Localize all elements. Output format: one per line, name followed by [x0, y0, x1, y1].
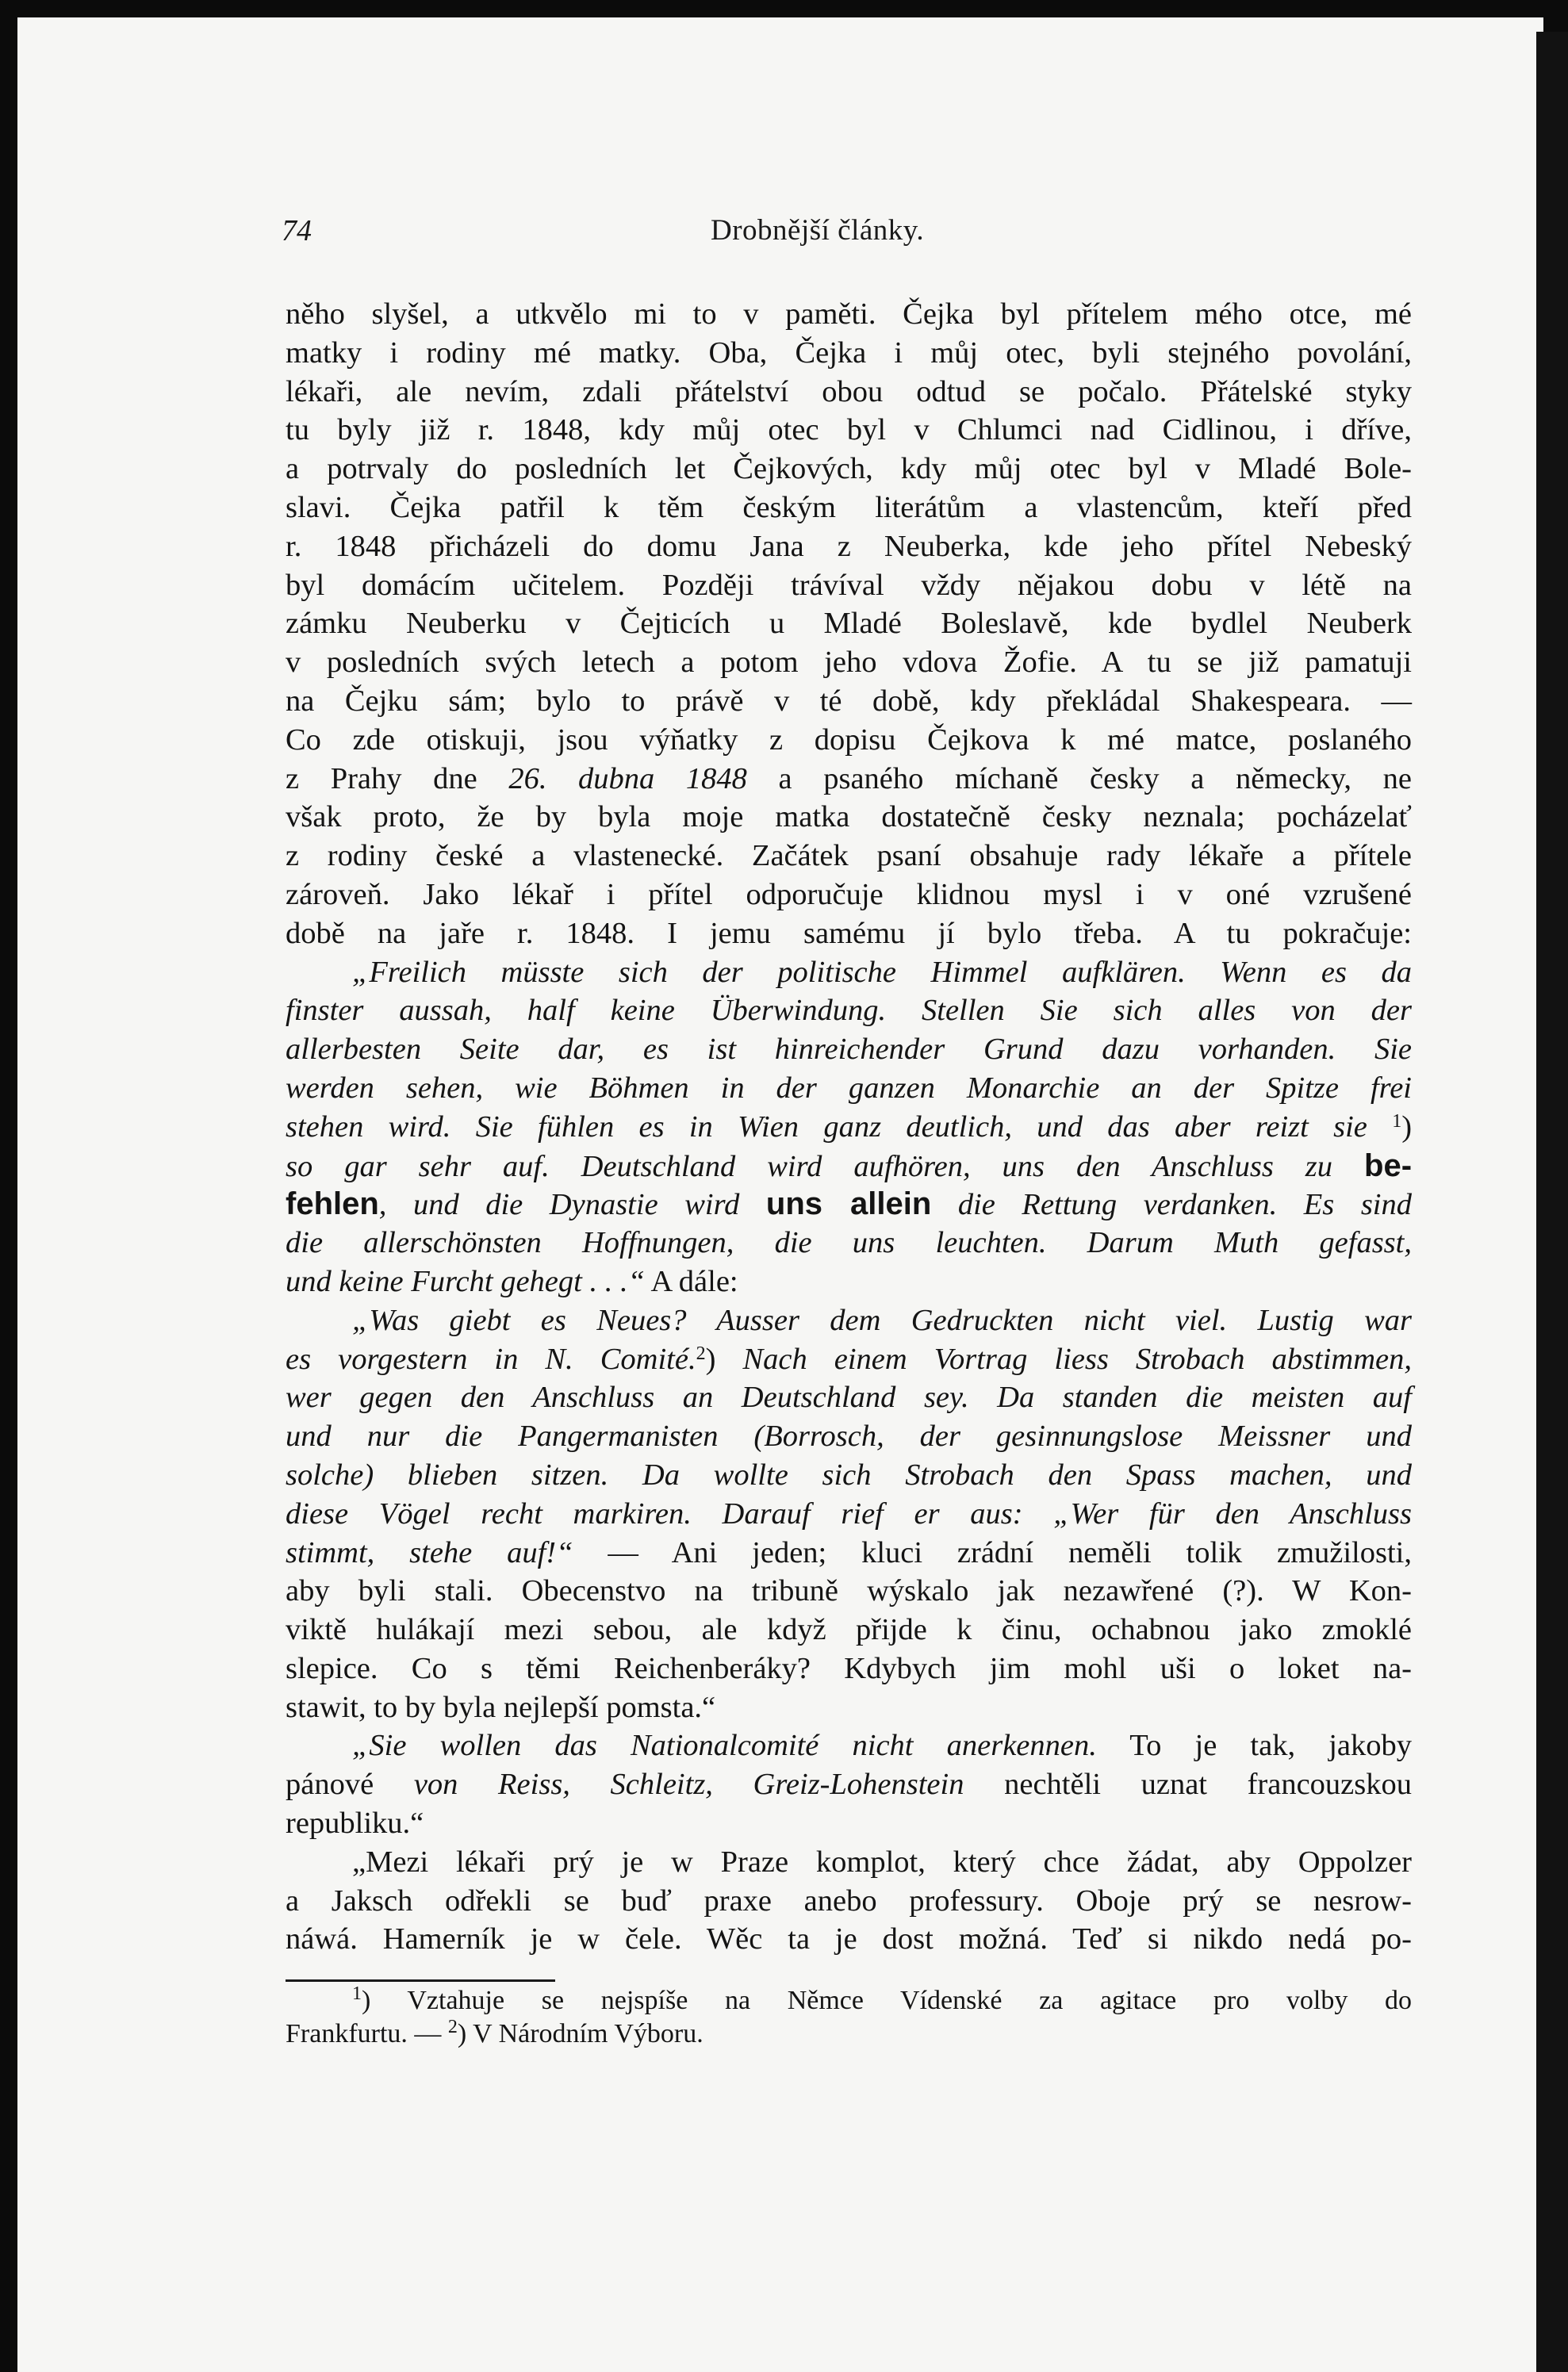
- quote-line: [286, 1495, 1412, 1534]
- text-line: matky i rodiny mé matky. Oba, Čejka i můj otec, byli stejného povolání,: [286, 335, 1412, 370]
- footnote-line: [286, 2018, 1412, 2051]
- text-line: a potrvaly do posledních let Čejkových, kdy můj otec byl v Mladé Bole-: [286, 452, 1412, 486]
- quote-text: stimmt, stehe auf!“: [286, 1535, 573, 1569]
- footnote-rule: [286, 1979, 555, 1982]
- quote-text: „Sie wollen das Nationalcomité nicht anerkennen.: [352, 1729, 1097, 1763]
- bold-text: fehlen: [286, 1186, 379, 1222]
- text-line: byl domácím učitelem. Později trávíval vždy nějakou dobu v létě na: [286, 568, 1412, 602]
- footnotes: [286, 1984, 1412, 2051]
- quote-text: „Freilich müsste sich der politische Himmel aufklären. Wenn es da: [352, 955, 1412, 989]
- quote-line: [286, 1030, 1412, 1069]
- quote-line: [286, 953, 1412, 992]
- text-segment: A dále:: [644, 1264, 738, 1298]
- text-line: na Čejku sám; bylo to právě v té době, kdy překládal Shakespeara. —: [286, 684, 1412, 718]
- text-line: a Jaksch odřekli se buď praxe anebo professury. Oboje prý se nesrow-: [286, 1883, 1412, 1918]
- quote-line: [286, 1534, 1412, 1573]
- text-line: době na jaře r. 1848. I jemu samému jí bylo třeba. A tu pokračuje:: [286, 916, 1412, 950]
- quote-line: [286, 1069, 1412, 1108]
- quote-text: es vorgestern in N. Comité.: [286, 1342, 696, 1376]
- text-segment: z Prahy dne: [286, 761, 509, 795]
- quote-line: [286, 1726, 1412, 1765]
- text-line: však proto, že by byla moje matka dostatečně česky neznala; pocházelať: [286, 800, 1412, 834]
- quote-text: die allerschönsten Hoffnungen, die uns leuchten. Darum Muth gefasst,: [286, 1226, 1412, 1260]
- footnote-text: Frankfurtu. —: [286, 2019, 448, 2048]
- text-line: zároveň. Jako lékař i přítel odporučuje klidnou mysl i v oné vzrušené: [286, 877, 1412, 911]
- letter-date: 26. dubna 1848: [508, 761, 747, 795]
- running-header: [282, 213, 1543, 261]
- text-line: „Mezi lékaři prý je w Praze komplot, který chce žádat, aby Oppolzer: [352, 1845, 1412, 1879]
- text-line: z rodiny české a vlastenecké. Začátek psaní obsahuje rady lékaře a přítele: [286, 839, 1412, 873]
- bold-text: be-: [1364, 1148, 1413, 1183]
- quote-line: [286, 1456, 1412, 1495]
- quote-line: [286, 1224, 1412, 1263]
- footnote-line: [286, 1984, 1412, 2018]
- text-line: tu byly již r. 1848, kdy můj otec byl v Chlumci nad Cidlinou, i dříve,: [286, 413, 1412, 447]
- text-segment: To je tak, jakoby: [1096, 1729, 1412, 1763]
- quote-text: diese Vögel recht markiren. Darauf rief er aus: „Wer für den Anschluss: [286, 1496, 1412, 1531]
- quote-text: „Was giebt es Neues? Ausser dem Gedruckten nicht viel. Lustig war: [352, 1303, 1412, 1337]
- footnote-marker: 1: [1392, 1110, 1402, 1132]
- quote-line: [286, 1185, 1412, 1224]
- quote-line: [286, 1301, 1412, 1340]
- footnote-marker: 2: [447, 2017, 458, 2037]
- quote-line: [286, 1378, 1412, 1417]
- running-title: Drobnější články.: [711, 214, 925, 247]
- quote-text: , und die Dynastie wird: [378, 1188, 766, 1222]
- scan-edge: [1536, 32, 1568, 2372]
- text-line: viktě hulákají mezi sebou, ale když přijde k činu, ochabnou jako zmoklé: [286, 1613, 1412, 1647]
- quote-text: Nach einem Vortrag liess Strobach abstimmen,: [715, 1342, 1413, 1376]
- quote-line: es vorgestern in N. Comité.$^2$) Nach einem Vortrag liess Strobach abstimmen,: [286, 1342, 1413, 1376]
- text-line: slavi. Čejka patřil k těm českým literátům a vlastencům, kteří před: [286, 490, 1412, 524]
- text-line: lékaři, ale nevím, zdali přátelství obou odtud se počalo. Přátelské styky: [286, 374, 1412, 408]
- text-line: stawit, to by byla nejlepší pomsta.“: [286, 1690, 716, 1724]
- quote-line: [286, 1147, 1412, 1186]
- text-segment: nechtěli uznat francouzskou: [964, 1768, 1412, 1802]
- document-page: [17, 17, 1543, 2372]
- quote-text: die Rettung verdanken. Es sind: [931, 1188, 1412, 1222]
- page-number: 74: [282, 214, 312, 247]
- quote-line: [286, 1263, 1412, 1301]
- quote-text: solche) blieben sitzen. Da wollte sich Strobach den Spass machen, und: [286, 1458, 1412, 1492]
- quote-line: [286, 991, 1412, 1030]
- text-segment: pánové: [286, 1768, 414, 1802]
- text-line: r. 1848 přicházeli do domu Jana z Neuberka, kde jeho přítel Nebeský: [286, 529, 1412, 563]
- footnote-text: ) V Národním Výboru.: [457, 2019, 703, 2048]
- text-line: něho slyšel, a utkvělo mi to v paměti. Čejka byl přítelem mého otce, mé: [286, 297, 1412, 331]
- text-line: republiku.“: [286, 1807, 424, 1841]
- quote-text: so gar sehr auf. Deutschland wird aufhören, uns den Anschluss zu: [286, 1149, 1333, 1183]
- text-line: zámku Neuberku v Čejticích u Mladé Boleslavě, kde bydlel Neuberk: [286, 607, 1412, 641]
- names-italic: von Reiss, Schleitz, Greiz-Lohenstein: [413, 1768, 964, 1802]
- quote-text: stehen wird. Sie fühlen es in Wien ganz deutlich, und das aber reizt sie: [286, 1109, 1367, 1144]
- text-line: slepice. Co s těmi Reichenberáky? Kdybych jim mohl uši o loket na-: [286, 1651, 1412, 1685]
- quote-text: allerbesten Seite dar, es ist hinreichender Grund dazu vorhanden. Sie: [286, 1033, 1412, 1067]
- text-segment: — Ani jeden; kluci zrádní neměli tolik zmužilosti,: [573, 1535, 1412, 1569]
- quote-line: [286, 1417, 1412, 1456]
- quote-text: wer gegen den Anschluss an Deutschland sey. Da standen die meisten auf: [286, 1381, 1412, 1415]
- quote-text: werden sehen, wie Böhmen in der ganzen Monarchie an der Spitze frei: [286, 1071, 1412, 1105]
- quote-text: und nur die Pangermanisten (Borrosch, der gesinnungslose Meissner und: [286, 1420, 1412, 1454]
- text-line: [286, 760, 1412, 799]
- quote-text: und keine Furcht gehegt . . .“: [286, 1264, 645, 1298]
- footnote-marker: 1: [352, 1983, 362, 2004]
- footnote-text: ) Vztahuje se nejspíše na Němce Vídenské za agitace pro volby do: [362, 1986, 1412, 2015]
- quote-text: finster aussah, half keine Überwindung. Stellen Sie sich alles von der: [286, 994, 1412, 1028]
- text-line: v posledních svých letech a potom jeho vdova Žofie. A tu se již pamatuji: [286, 646, 1412, 680]
- text-line: aby byli stali. Obecenstvo na tribuně wýskalo jak nezawřené (?). W Kon-: [286, 1574, 1412, 1608]
- text-line: náwá. Hamerník je w čele. Wěc ta je dost možná. Teď si nikdo nedá po-: [286, 1922, 1412, 1956]
- footnote-marker: 2: [696, 1343, 706, 1364]
- text-line: [286, 1765, 1412, 1804]
- text-segment: a psaného míchaně česky a německy, ne: [746, 761, 1413, 795]
- quote-line: stehen wird. Sie fühlen es in Wien ganz deutlich, und das aber reizt sie $^1$): [286, 1109, 1413, 1144]
- text-line: Co zde otiskuji, jsou výňatky z dopisu Čejkova k mé matce, poslaného: [286, 722, 1412, 757]
- bold-text: uns allein: [765, 1186, 932, 1222]
- body-text: [286, 295, 1412, 1959]
